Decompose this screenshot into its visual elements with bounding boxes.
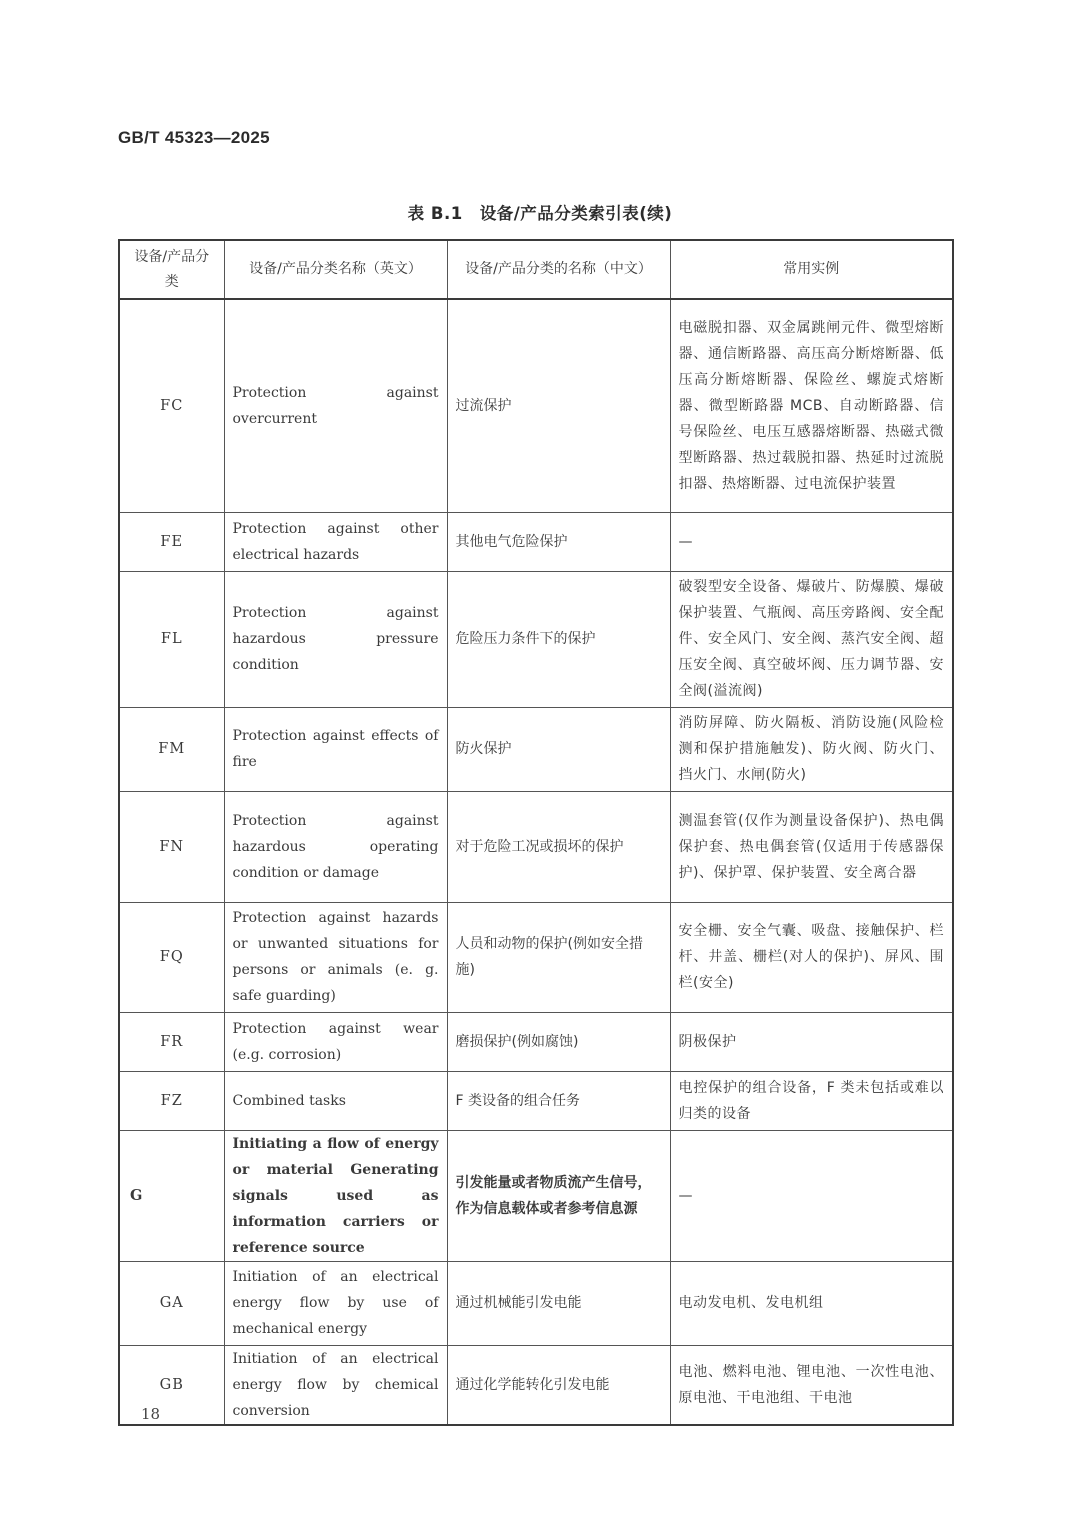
row-name-zh: 人员和动物的保护(例如安全措施)	[447, 902, 670, 1012]
row-examples: 消防屏障、防火隔板、消防设施(风险检测和保护措施触发)、防火阀、防火门、挡火门、水闸(防火)	[670, 707, 953, 791]
row-code: FM	[119, 707, 224, 791]
row-name-zh: 危险压力条件下的保护	[447, 571, 670, 707]
row-examples: 阴极保护	[670, 1012, 953, 1071]
row-examples: 电池、燃料电池、锂电池、一次性电池、原电池、干电池组、干电池	[670, 1345, 953, 1425]
row-name-zh: 对于危险工况或损坏的保护	[447, 791, 670, 902]
table-row	[119, 791, 953, 902]
table-caption: 表 B.1 设备/产品分类索引表(续)	[407, 204, 673, 223]
column-header-name-en: 设备/产品分类名称（英文）	[224, 240, 447, 299]
row-code: FC	[119, 299, 224, 512]
row-name-zh: 磨损保护(例如腐蚀)	[447, 1012, 670, 1071]
row-name-en: Initiation of an electrical energy flow by chemical conversion	[224, 1345, 447, 1425]
row-name-zh: 过流保护	[447, 299, 670, 512]
row-examples: 电控保护的组合设备，F 类未包括或难以归类的设备	[670, 1071, 953, 1130]
row-code: FZ	[119, 1071, 224, 1130]
row-code: GA	[119, 1261, 224, 1345]
row-code: FR	[119, 1012, 224, 1071]
table-row	[119, 1261, 953, 1345]
table-row	[119, 299, 953, 512]
row-examples: 测温套管(仅作为测量设备保护)、热电偶保护套、热电偶套管(仅适用于传感器保护)、保护罩、保护装置、安全离合器	[670, 791, 953, 902]
row-examples: —	[670, 512, 953, 571]
table-row	[119, 1345, 953, 1425]
row-name-zh: 通过化学能转化引发电能	[447, 1345, 670, 1425]
row-code: GB	[119, 1345, 224, 1425]
row-examples: 破裂型安全设备、爆破片、防爆膜、爆破保护装置、气瓶阀、高压旁路阀、安全配件、安全风门、安全阀、蒸汽安全阀、超压安全阀、真空破坏阀、压力调节器、安全阀(溢流阀)	[670, 571, 953, 707]
column-header-code: 设备/产品分类	[119, 240, 224, 299]
row-name-zh: 其他电气危险保护	[447, 512, 670, 571]
column-header-examples: 常用实例	[670, 240, 953, 299]
row-examples: 电磁脱扣器、双金属跳闸元件、微型熔断器、通信断路器、高压高分断熔断器、低压高分断熔断器、保险丝、螺旋式熔断器、微型断路器 MCB、自动断路器、信号保险丝、电压互感器熔断器、热磁式微型断路器、热过载脱扣器、热延时过流脱扣器、热熔断器、过电流保护装置	[670, 299, 953, 512]
table-row	[119, 512, 953, 571]
row-name-en: Initiation of an electrical energy flow by use of mechanical energy	[224, 1261, 447, 1345]
table-row	[119, 1012, 953, 1071]
table-row	[119, 707, 953, 791]
row-name-zh: 通过机械能引发电能	[447, 1261, 670, 1345]
row-code: FQ	[119, 902, 224, 1012]
table-row	[119, 1130, 953, 1261]
row-code: FE	[119, 512, 224, 571]
table-row	[119, 902, 953, 1012]
row-name-en: Protection against hazardous operating condition or damage	[224, 791, 447, 902]
row-name-en: Protection against overcurrent	[224, 299, 447, 512]
row-examples: 电动发电机、发电机组	[670, 1261, 953, 1345]
standard-number: GB/T 45323—2025	[118, 128, 270, 147]
row-name-en: Protection against effects of fire	[224, 707, 447, 791]
row-code: FN	[119, 791, 224, 902]
row-name-zh: 引发能量或者物质流产生信号，作为信息载体或者参考信息源	[447, 1130, 670, 1261]
table-row	[119, 571, 953, 707]
row-code: FL	[119, 571, 224, 707]
table-row	[119, 1071, 953, 1130]
classification-index-table	[118, 239, 954, 1426]
table-header-row	[119, 240, 953, 299]
row-name-en: Protection against hazardous pressure condition	[224, 571, 447, 707]
row-name-en: Initiating a flow of energy or material Generating signals used as information carriers or reference source	[224, 1130, 447, 1261]
row-code: G	[119, 1130, 224, 1261]
row-name-en: Protection against other electrical hazards	[224, 512, 447, 571]
page-number: 18	[141, 1405, 161, 1423]
row-name-zh: F 类设备的组合任务	[447, 1071, 670, 1130]
column-header-name-zh: 设备/产品分类的名称（中文）	[447, 240, 670, 299]
row-name-zh: 防火保护	[447, 707, 670, 791]
row-examples: 安全栅、安全气囊、吸盘、接触保护、栏杆、井盖、栅栏(对人的保护)、屏风、围栏(安全)	[670, 902, 953, 1012]
row-name-en: Protection against wear (e.g. corrosion)	[224, 1012, 447, 1071]
row-name-en: Combined tasks	[224, 1071, 447, 1130]
row-examples: —	[670, 1130, 953, 1261]
row-name-en: Protection against hazards or unwanted situations for persons or animals (e. g. safe guarding)	[224, 902, 447, 1012]
